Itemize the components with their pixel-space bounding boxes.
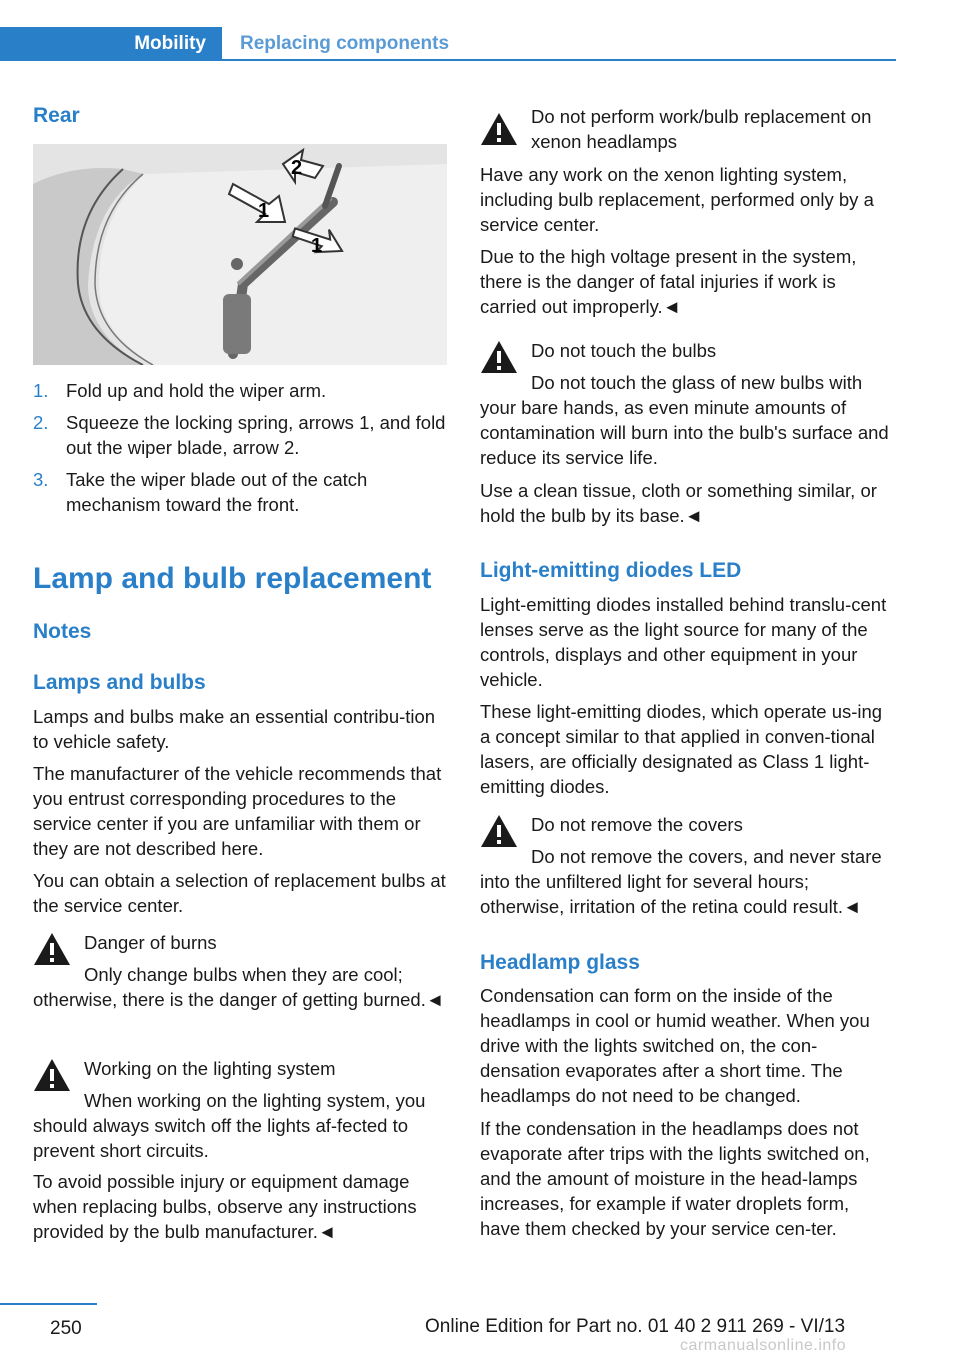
- warning-title: Danger of burns: [84, 932, 217, 953]
- warning-body: When working on the lighting system, you should always switch off the lights af-fected to prevent short circuits.: [33, 1090, 426, 1161]
- xenon-paragraph-1: Have any work on the xenon lighting system, including bulb replacement, performed only by a service center.: [480, 164, 874, 235]
- lamps-paragraph-3: You can obtain a selection of replacement bulbs at the service center.: [33, 870, 446, 916]
- led-paragraph-1: Light-emitting diodes installed behind translu-cent lenses serve as the light source for many of the controls, displays and other equipment in your vehicle.: [480, 594, 887, 690]
- tab-replacing-components: Replacing components: [240, 33, 450, 54]
- warning-triangle-icon: [480, 112, 518, 146]
- warning-body: Only change bulbs when they are cool; otherwise, there is the danger of getting burned.◄: [33, 964, 445, 1010]
- warning-triangle-icon: [480, 340, 518, 374]
- step-number: 3.: [33, 469, 49, 490]
- bulb-paragraph-2: Use a clean tissue, cloth or something similar, or hold the bulb by its base.◄: [480, 480, 877, 526]
- rear-heading: Rear: [33, 104, 80, 127]
- warning-title: Do not touch the bulbs: [531, 340, 717, 361]
- page-number: 250: [50, 1318, 82, 1339]
- lamps-paragraph-1: Lamps and bulbs make an essential contribu-tion to vehicle safety.: [33, 706, 436, 752]
- figure-label-1b: 1: [311, 235, 323, 257]
- step-text: Take the wiper blade out of the catch mechanism toward the front.: [66, 469, 368, 515]
- warning-title: Working on the lighting system: [84, 1058, 336, 1079]
- step-number: 1.: [33, 380, 49, 401]
- glass-paragraph-2: If the condensation in the headlamps does not evaporate after trips with the lights switched on, and the amount of moisture in the head-lamps increases, for example if water droplets form, have them checked by your service cen-ter.: [480, 1118, 870, 1239]
- edition-text: Online Edition for Part no. 01 40 2 911 269 - VI/13: [425, 1316, 846, 1337]
- warning-title: Do not perform work/bulb replacement on xenon headlamps: [531, 106, 872, 152]
- step-text: Fold up and hold the wiper arm.: [66, 380, 327, 401]
- lamps-paragraph-2: The manufacturer of the vehicle recommends that you entrust corresponding procedures to the service center if you are unfamiliar with them or they are not described here.: [33, 763, 442, 859]
- xenon-paragraph-2: Due to the high voltage present in the system, there is the danger of fatal injuries if work is carried out improperly.◄: [480, 246, 857, 317]
- watermark: carmanualsonline.info: [680, 1337, 847, 1354]
- bulb-instructions-paragraph: To avoid possible injury or equipment damage when replacing bulbs, observe any instructions provided by the bulb manufacturer.◄: [33, 1171, 417, 1242]
- step-text: Squeeze the locking spring, arrows 1, and fold out the wiper blade, arrow 2.: [66, 412, 446, 458]
- tab-mobility: Mobility: [0, 27, 222, 61]
- section-heading: Lamp and bulb replacement: [33, 562, 432, 595]
- warning-body: Do not remove the covers, and never stare into the unfiltered light for several hours; otherwise, irritation of the retina could result.◄: [480, 846, 882, 917]
- warning-title: Do not remove the covers: [531, 814, 743, 835]
- led-heading: Light-emitting diodes LED: [480, 559, 742, 582]
- notes-heading: Notes: [33, 620, 92, 643]
- warning-triangle-icon: [33, 932, 71, 966]
- lamps-heading: Lamps and bulbs: [33, 671, 206, 694]
- footer-rule: [0, 1303, 97, 1305]
- wiper-illustration: [33, 144, 447, 365]
- warning-triangle-icon: [33, 1058, 71, 1092]
- headlamp-glass-heading: Headlamp glass: [480, 951, 640, 974]
- led-paragraph-2: These light-emitting diodes, which operate us-ing a concept similar to that applied in conven-tional lasers, are officially designated as Class 1 light-emitting diodes.: [480, 701, 883, 797]
- figure-label-2: 2: [291, 157, 303, 179]
- warning-triangle-icon: [480, 814, 518, 848]
- glass-paragraph-1: Condensation can form on the inside of the headlamps in cool or humid weather. When you drive with the lights switched on, the con-densation evaporates after a short time. The headlamps do not need to be changed.: [480, 985, 870, 1106]
- figure-label-1a: 1: [258, 200, 270, 222]
- step-number: 2.: [33, 412, 49, 433]
- warning-body: Do not touch the glass of new bulbs with your bare hands, as even minute amounts of contamination will burn into the bulb's surface and reduce its service life.: [480, 372, 889, 468]
- header-rule: [0, 59, 896, 61]
